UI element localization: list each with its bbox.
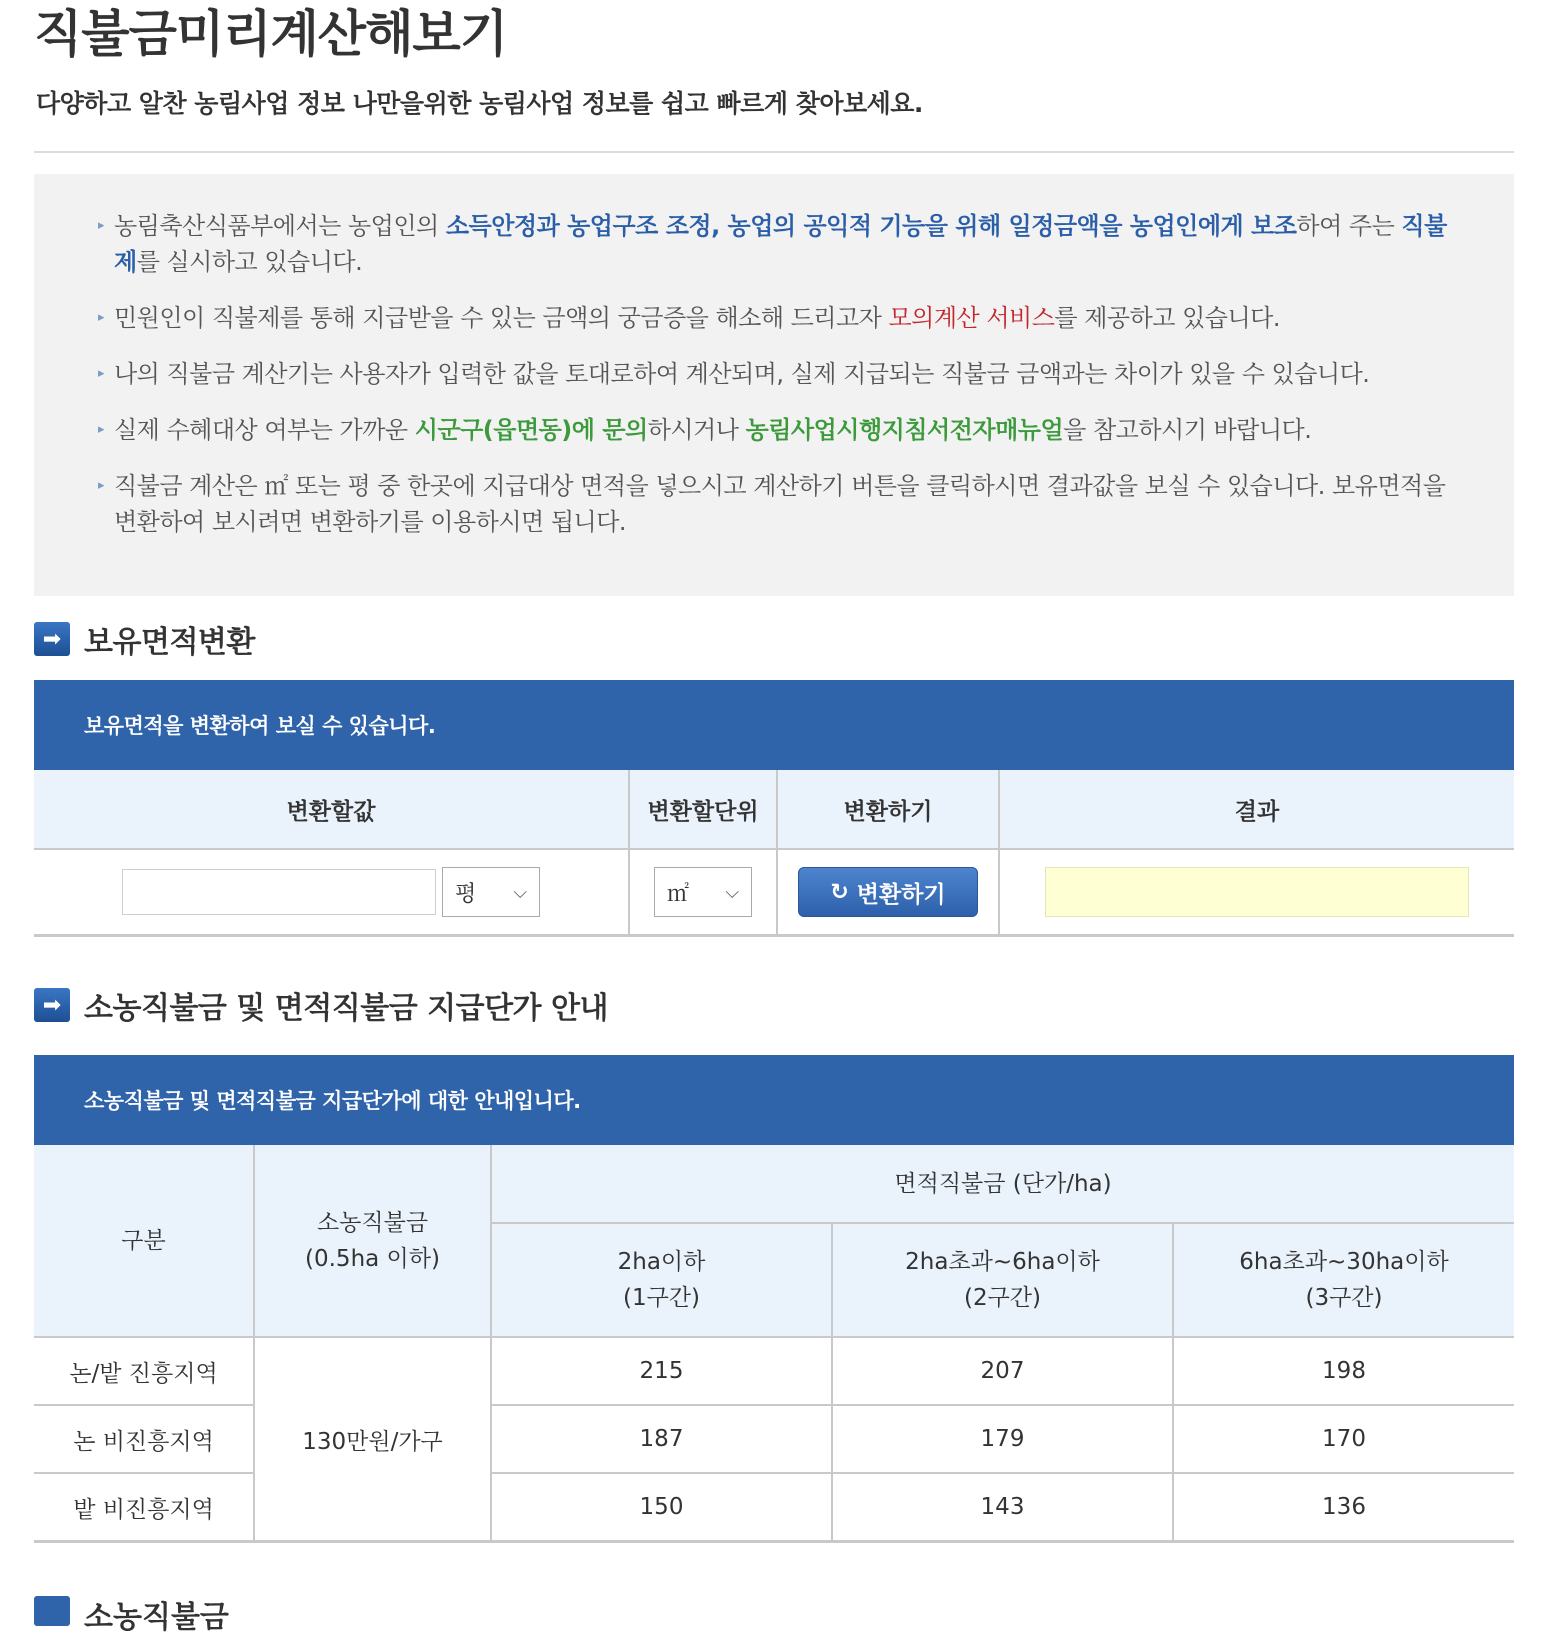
- header-line: (3구간): [1305, 1285, 1383, 1311]
- bullet-arrow-icon: ▸: [98, 366, 105, 381]
- tier1-value: 187: [491, 1405, 832, 1473]
- from-unit-select[interactable]: [442, 867, 540, 917]
- info-text: 하시거나: [647, 416, 746, 444]
- info-text: 를 제공하고 있습니다.: [1054, 304, 1280, 332]
- col-header-small-farm: [254, 1145, 491, 1337]
- row-label: 밭 비진흥지역: [34, 1473, 254, 1542]
- page-title: 직불금미리계산해보기: [34, 5, 507, 63]
- value-cell: [34, 849, 629, 936]
- tier2-value: 143: [832, 1473, 1173, 1542]
- bullet-arrow-icon: ▸: [98, 478, 105, 493]
- info-list: [34, 174, 1514, 540]
- info-highlight: 모의계산 서비스: [888, 304, 1055, 332]
- row-label: 논/밭 진흥지역: [34, 1337, 254, 1405]
- arrow-right-icon: ➡: [34, 622, 70, 656]
- unit-cell: [629, 849, 777, 936]
- bullet-arrow-icon: ▸: [98, 218, 105, 233]
- col-header-convert: 변환하기: [777, 770, 999, 849]
- small-farm-value: 130만원/가구: [254, 1337, 491, 1542]
- info-item: [98, 356, 1450, 392]
- from-unit-value: 평: [455, 881, 477, 907]
- arrow-right-icon: [34, 1596, 70, 1626]
- to-unit-select[interactable]: [654, 867, 752, 917]
- info-text: 농림축산식품부에서는 농업인의: [114, 212, 446, 240]
- convert-result-field: [1045, 867, 1469, 917]
- info-text: 실제 수혜대상 여부는 가까운: [114, 416, 415, 444]
- bullet-arrow-icon: ▸: [98, 422, 105, 437]
- tier3-value: 136: [1173, 1473, 1514, 1542]
- bullet-arrow-icon: ▸: [98, 310, 105, 325]
- convert-section-heading: [34, 619, 255, 659]
- header-line: (1구간): [622, 1285, 700, 1311]
- info-box: [34, 174, 1514, 596]
- sigungu-inquiry-link[interactable]: 시군구(읍면동)에 문의: [414, 416, 648, 444]
- info-item: [98, 468, 1450, 540]
- info-text: 나의 직불금 계산기는 사용자가 입력한 값을 토대로하여 계산되며, 실제 지급되는 직불금 금액과는 차이가 있을 수 있습니다.: [114, 360, 1370, 388]
- arrow-right-icon: ➡: [34, 988, 70, 1022]
- tier3-value: 198: [1173, 1337, 1514, 1405]
- price-table: [34, 1145, 1514, 1543]
- to-unit-value: ㎡: [667, 881, 690, 907]
- section-title: 보유면적변환: [84, 625, 255, 660]
- col-header-area-payment: 면적직불금 (단가/ha): [491, 1145, 1514, 1223]
- info-text: 민원인이 직불제를 통해 지급받을 수 있는 금액의 궁금증을 해소해 드리고자: [114, 304, 889, 332]
- price-caption-bar: 소농직불금 및 면적직불금 지급단가에 대한 안내입니다.: [34, 1055, 1514, 1145]
- result-cell: [999, 849, 1514, 936]
- chevron-down-icon: ⌵: [725, 881, 739, 903]
- col-header-value: 변환할값: [34, 770, 629, 849]
- info-item: [98, 300, 1450, 336]
- tier1-value: 150: [491, 1473, 832, 1542]
- col-header-category: 구분: [34, 1145, 254, 1337]
- price-section-heading: [34, 985, 608, 1025]
- tier1-value: 215: [491, 1337, 832, 1405]
- col-header-tier2: [832, 1223, 1173, 1337]
- section-title: 소농직불금 및 면적직불금 지급단가 안내: [84, 991, 608, 1026]
- header-line: (0.5ha 이하): [305, 1245, 440, 1272]
- info-highlight: 직불제: [114, 212, 1447, 276]
- title-divider: [34, 151, 1514, 153]
- info-text: 을 참고하시기 바랍니다.: [1063, 416, 1312, 444]
- header-line: 2ha이하: [617, 1249, 706, 1275]
- header-line: 2ha초과~6ha이하: [905, 1249, 1100, 1275]
- convert-caption-bar: 보유면적을 변환하여 보실 수 있습니다.: [34, 680, 1514, 770]
- info-text: 하여 주는: [1296, 212, 1402, 240]
- info-highlight: 소득안정과 농업구조 조정, 농업의 공익적 기능을 위해 일정금액을 농업인에게 보조: [445, 212, 1297, 240]
- row-label: 논 비진흥지역: [34, 1405, 254, 1473]
- col-header-result: 결과: [999, 770, 1514, 849]
- info-text: 를 실시하고 있습니다.: [136, 248, 363, 276]
- tier3-value: 170: [1173, 1405, 1514, 1473]
- convert-table: [34, 770, 1514, 937]
- convert-value-input[interactable]: [122, 869, 436, 915]
- header-line: 6ha초과~30ha이하: [1239, 1249, 1449, 1275]
- table-row: [34, 1337, 1514, 1405]
- col-header-tier3: [1173, 1223, 1514, 1337]
- chevron-down-icon: ⌵: [513, 881, 527, 903]
- header-line: 소농직불금: [316, 1209, 429, 1236]
- tier2-value: 179: [832, 1405, 1173, 1473]
- info-text: 직불금 계산은 ㎡ 또는 평 중 한곳에 지급대상 면적을 넣으시고 계산하기 버튼을 클릭하시면 결과값을 보실 수 있습니다. 보유면적을 변환하여 보시려면 변환하기를 이용하시면 됩니다.: [114, 472, 1446, 536]
- convert-button[interactable]: [798, 867, 978, 917]
- next-section-title: 소농직불금: [84, 1600, 229, 1635]
- page-subtitle: 다양하고 알찬 농림사업 정보 나만을위한 농림사업 정보를 쉽고 빠르게 찾아보세요.: [36, 89, 923, 118]
- col-header-unit: 변환할단위: [629, 770, 777, 849]
- manual-link[interactable]: 농림사업시행지침서전자매뉴얼: [745, 416, 1064, 444]
- header-line: (2구간): [963, 1285, 1041, 1311]
- info-item: [98, 412, 1450, 448]
- tier2-value: 207: [832, 1337, 1173, 1405]
- button-cell: [777, 849, 999, 936]
- col-header-tier1: [491, 1223, 832, 1337]
- refresh-icon: ↻: [830, 879, 849, 905]
- info-item: [98, 208, 1450, 280]
- convert-button-label: 변환하기: [856, 881, 946, 908]
